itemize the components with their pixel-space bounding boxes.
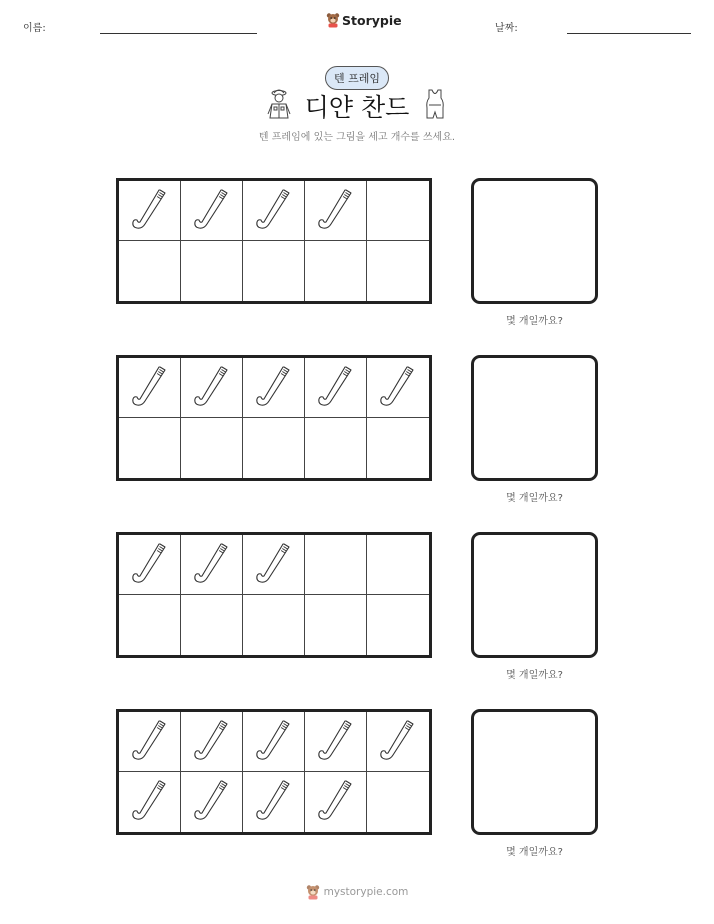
frame-cell [243, 595, 305, 655]
logo-text: Storypie [342, 12, 402, 28]
question-label-2: 몇 개일까요? [506, 493, 563, 504]
frame-cell [367, 772, 429, 832]
frame-cell [119, 358, 181, 418]
frame-cell [243, 358, 305, 418]
hockey-stick-icon [316, 718, 356, 766]
footer [0, 884, 714, 900]
instructions: 텐 프레임에 있는 그림을 세고 개수를 쓰세요. [258, 132, 456, 143]
hockey-stick-icon [192, 718, 232, 766]
answer-box-1[interactable] [471, 178, 598, 304]
frame-cell [181, 772, 243, 832]
answer-box-4[interactable] [471, 709, 598, 835]
hockey-stick-icon [192, 541, 232, 589]
hockey-stick-icon [130, 187, 170, 235]
frame-cell [181, 595, 243, 655]
frame-cell [367, 712, 429, 772]
frame-cell [367, 535, 429, 595]
ten-frame-1 [116, 178, 432, 304]
storypie-logo [326, 12, 402, 28]
question-label-1: 몇 개일까요? [506, 316, 563, 327]
frame-cell [243, 712, 305, 772]
hockey-stick-icon [316, 187, 356, 235]
frame-cell [243, 181, 305, 241]
frame-cell [305, 535, 367, 595]
frame-cell [119, 535, 181, 595]
frame-cell [181, 418, 243, 478]
date-label: 날짜: [495, 23, 518, 34]
hockey-stick-icon [130, 364, 170, 412]
hockey-stick-icon [254, 364, 294, 412]
question-label-3: 몇 개일까요? [506, 670, 563, 681]
hockey-stick-icon [130, 541, 170, 589]
frame-cell [243, 418, 305, 478]
frame-cell [119, 712, 181, 772]
hockey-stick-icon [254, 778, 294, 826]
footer-url: mystorypie.com [323, 886, 409, 898]
frame-cell [119, 241, 181, 301]
answer-box-2[interactable] [471, 355, 598, 481]
hockey-stick-icon [130, 778, 170, 826]
frame-cell [243, 772, 305, 832]
hockey-stick-icon [378, 718, 418, 766]
hockey-stick-icon [378, 364, 418, 412]
hockey-stick-icon [254, 187, 294, 235]
frame-cell [181, 358, 243, 418]
frame-cell [305, 772, 367, 832]
frame-cell [243, 535, 305, 595]
frame-cell [305, 712, 367, 772]
frame-cell [367, 241, 429, 301]
hockey-stick-icon [316, 364, 356, 412]
frame-cell [305, 595, 367, 655]
hockey-stick-icon [192, 778, 232, 826]
frame-cell [305, 418, 367, 478]
bear-mascot-icon [326, 12, 340, 28]
answer-box-3[interactable] [471, 532, 598, 658]
bear-mascot-icon [306, 884, 320, 900]
frame-cell [243, 241, 305, 301]
name-label: 이름: [23, 23, 46, 34]
frame-cell [119, 418, 181, 478]
frame-cell [367, 418, 429, 478]
hockey-stick-icon [192, 364, 232, 412]
hockey-stick-icon [316, 778, 356, 826]
date-line[interactable] [567, 33, 691, 34]
hockey-stick-icon [130, 718, 170, 766]
name-line[interactable] [100, 33, 257, 34]
singlet-icon [423, 88, 447, 120]
frame-cell [367, 358, 429, 418]
frame-cell [181, 241, 243, 301]
frame-cell [305, 181, 367, 241]
ten-frame-2 [116, 355, 432, 481]
hockey-stick-icon [254, 541, 294, 589]
frame-cell [119, 595, 181, 655]
frame-cell [119, 772, 181, 832]
page-title: 디얀 찬드 [304, 93, 410, 122]
frame-cell [305, 241, 367, 301]
question-label-4: 몇 개일까요? [506, 847, 563, 858]
ten-frame-3 [116, 532, 432, 658]
frame-cell [305, 358, 367, 418]
topic-badge: 텐 프레임 [325, 66, 389, 90]
frame-cell [367, 595, 429, 655]
frame-cell [181, 535, 243, 595]
frame-cell [119, 181, 181, 241]
ten-frame-4 [116, 709, 432, 835]
frame-cell [367, 181, 429, 241]
frame-cell [181, 712, 243, 772]
hockey-stick-icon [192, 187, 232, 235]
hockey-stick-icon [254, 718, 294, 766]
frame-cell [181, 181, 243, 241]
